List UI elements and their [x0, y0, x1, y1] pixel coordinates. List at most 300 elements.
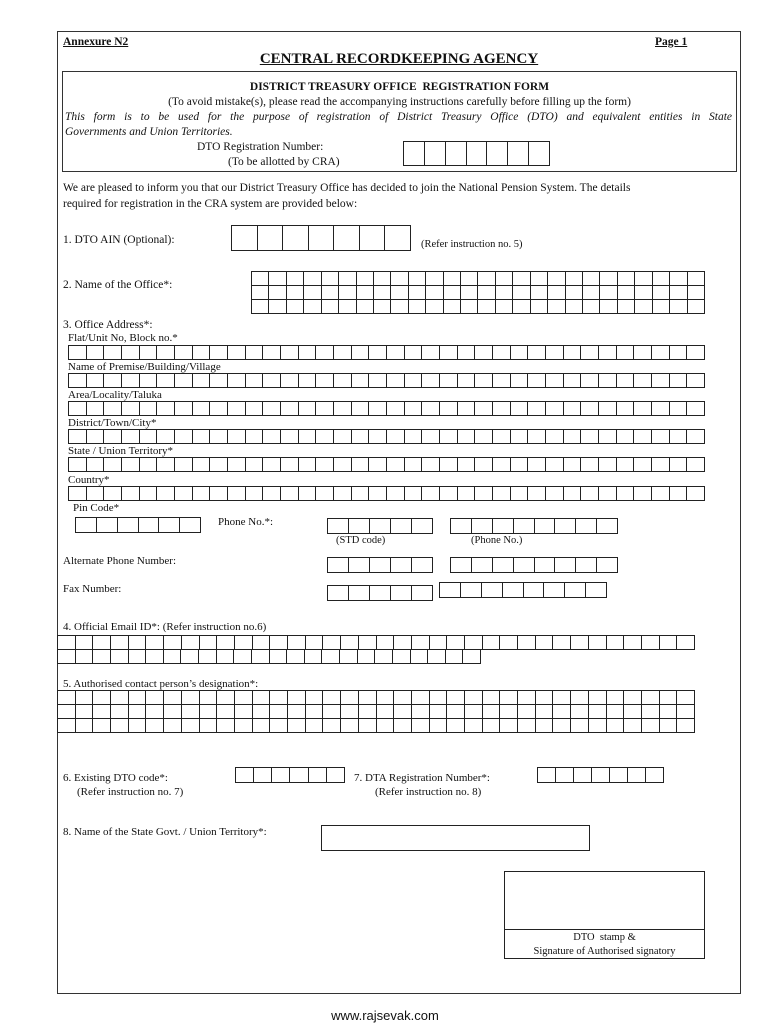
char-box[interactable] — [660, 691, 678, 705]
char-box[interactable] — [617, 374, 635, 388]
char-box[interactable] — [451, 558, 472, 573]
pin-code-boxes[interactable] — [75, 517, 201, 533]
char-box[interactable] — [589, 636, 607, 650]
char-box[interactable] — [634, 487, 652, 501]
char-box[interactable] — [87, 374, 105, 388]
char-box[interactable] — [146, 705, 164, 719]
char-box[interactable] — [217, 719, 235, 733]
char-box[interactable] — [97, 518, 118, 533]
char-box[interactable] — [281, 487, 299, 501]
char-box[interactable] — [412, 519, 433, 534]
char-box[interactable] — [352, 374, 370, 388]
char-box[interactable] — [369, 430, 387, 444]
char-box[interactable] — [236, 768, 254, 783]
char-box[interactable] — [461, 286, 478, 300]
char-box[interactable] — [483, 636, 501, 650]
char-box[interactable] — [536, 691, 554, 705]
char-box[interactable] — [341, 636, 359, 650]
char-box[interactable] — [387, 430, 405, 444]
char-box[interactable] — [475, 458, 493, 472]
char-box[interactable] — [652, 487, 670, 501]
char-box[interactable] — [634, 346, 652, 360]
char-box[interactable] — [624, 705, 642, 719]
char-box[interactable] — [475, 487, 493, 501]
char-box[interactable] — [478, 300, 495, 314]
char-box[interactable] — [391, 272, 408, 286]
char-box[interactable] — [339, 300, 356, 314]
char-box[interactable] — [447, 691, 465, 705]
char-box[interactable] — [387, 402, 405, 416]
char-box[interactable] — [444, 272, 461, 286]
char-box[interactable] — [599, 458, 617, 472]
char-box[interactable] — [446, 142, 467, 166]
char-box[interactable] — [210, 374, 228, 388]
char-box[interactable] — [387, 374, 405, 388]
char-box[interactable] — [514, 519, 535, 534]
dto-ain-boxes[interactable] — [231, 225, 411, 251]
char-box[interactable] — [391, 519, 412, 534]
fax-std-code-boxes[interactable] — [327, 585, 433, 601]
char-box[interactable] — [93, 705, 111, 719]
char-box[interactable] — [634, 458, 652, 472]
char-box[interactable] — [322, 650, 340, 664]
char-box[interactable] — [93, 650, 111, 664]
char-box[interactable] — [440, 583, 461, 598]
char-box[interactable] — [129, 691, 147, 705]
char-box[interactable] — [653, 300, 670, 314]
char-box[interactable] — [253, 719, 271, 733]
char-box[interactable] — [475, 430, 493, 444]
char-box[interactable] — [508, 142, 529, 166]
char-box[interactable] — [76, 705, 94, 719]
char-box[interactable] — [122, 487, 140, 501]
char-box[interactable] — [514, 558, 535, 573]
char-box[interactable] — [175, 402, 193, 416]
char-box[interactable] — [458, 346, 476, 360]
char-box[interactable] — [592, 768, 610, 783]
flat-boxes[interactable] — [68, 345, 705, 360]
char-box[interactable] — [581, 402, 599, 416]
char-box[interactable] — [334, 430, 352, 444]
char-box[interactable] — [617, 430, 635, 444]
char-box[interactable] — [369, 346, 387, 360]
char-box[interactable] — [164, 691, 182, 705]
char-box[interactable] — [475, 402, 493, 416]
char-box[interactable] — [405, 346, 423, 360]
char-box[interactable] — [182, 705, 200, 719]
char-box[interactable] — [93, 691, 111, 705]
char-box[interactable] — [412, 636, 430, 650]
char-box[interactable] — [391, 300, 408, 314]
char-box[interactable] — [576, 519, 597, 534]
char-box[interactable] — [610, 768, 628, 783]
char-box[interactable] — [146, 691, 164, 705]
char-box[interactable] — [217, 650, 235, 664]
char-box[interactable] — [581, 458, 599, 472]
char-box[interactable] — [574, 768, 592, 783]
char-box[interactable] — [511, 487, 529, 501]
char-box[interactable] — [546, 458, 564, 472]
char-box[interactable] — [426, 286, 443, 300]
char-box[interactable] — [228, 487, 246, 501]
char-box[interactable] — [472, 519, 493, 534]
char-box[interactable] — [252, 272, 269, 286]
char-box[interactable] — [164, 719, 182, 733]
char-box[interactable] — [444, 300, 461, 314]
char-box[interactable] — [157, 346, 175, 360]
char-box[interactable] — [370, 558, 391, 573]
char-box[interactable] — [458, 430, 476, 444]
char-box[interactable] — [306, 719, 324, 733]
char-box[interactable] — [493, 487, 511, 501]
char-box[interactable] — [146, 636, 164, 650]
char-box[interactable] — [581, 487, 599, 501]
char-box[interactable] — [467, 142, 488, 166]
char-box[interactable] — [270, 650, 288, 664]
char-box[interactable] — [634, 430, 652, 444]
char-box[interactable] — [617, 402, 635, 416]
char-box[interactable] — [352, 430, 370, 444]
char-box[interactable] — [129, 650, 147, 664]
char-box[interactable] — [129, 719, 147, 733]
char-box[interactable] — [430, 705, 448, 719]
char-box[interactable] — [536, 719, 554, 733]
char-box[interactable] — [446, 650, 464, 664]
char-box[interactable] — [210, 487, 228, 501]
char-box[interactable] — [440, 346, 458, 360]
char-box[interactable] — [322, 286, 339, 300]
char-box[interactable] — [232, 226, 258, 251]
char-box[interactable] — [524, 583, 545, 598]
char-box[interactable] — [628, 768, 646, 783]
char-box[interactable] — [269, 272, 286, 286]
char-box[interactable] — [618, 300, 635, 314]
char-box[interactable] — [564, 402, 582, 416]
char-box[interactable] — [175, 487, 193, 501]
char-box[interactable] — [599, 487, 617, 501]
char-box[interactable] — [528, 487, 546, 501]
char-box[interactable] — [405, 430, 423, 444]
char-box[interactable] — [422, 487, 440, 501]
char-box[interactable] — [288, 719, 306, 733]
char-box[interactable] — [104, 487, 122, 501]
char-box[interactable] — [461, 272, 478, 286]
char-box[interactable] — [58, 719, 76, 733]
char-box[interactable] — [182, 691, 200, 705]
char-box[interactable] — [566, 286, 583, 300]
char-box[interactable] — [93, 719, 111, 733]
char-box[interactable] — [87, 487, 105, 501]
char-box[interactable] — [500, 705, 518, 719]
char-box[interactable] — [210, 346, 228, 360]
char-box[interactable] — [299, 430, 317, 444]
char-box[interactable] — [422, 374, 440, 388]
char-box[interactable] — [323, 691, 341, 705]
char-box[interactable] — [511, 374, 529, 388]
char-box[interactable] — [528, 374, 546, 388]
char-box[interactable] — [304, 286, 321, 300]
char-box[interactable] — [374, 272, 391, 286]
char-box[interactable] — [496, 300, 513, 314]
char-box[interactable] — [405, 458, 423, 472]
char-box[interactable] — [270, 719, 288, 733]
char-box[interactable] — [228, 374, 246, 388]
char-box[interactable] — [652, 458, 670, 472]
char-box[interactable] — [465, 719, 483, 733]
char-box[interactable] — [181, 650, 199, 664]
char-box[interactable] — [387, 458, 405, 472]
char-box[interactable] — [599, 346, 617, 360]
char-box[interactable] — [287, 286, 304, 300]
char-box[interactable] — [465, 691, 483, 705]
char-box[interactable] — [299, 346, 317, 360]
char-box[interactable] — [461, 300, 478, 314]
char-box[interactable] — [571, 705, 589, 719]
registration-number-boxes[interactable] — [403, 141, 550, 166]
char-box[interactable] — [140, 458, 158, 472]
char-box[interactable] — [164, 650, 182, 664]
char-box[interactable] — [87, 458, 105, 472]
char-box[interactable] — [653, 286, 670, 300]
country-boxes[interactable] — [68, 486, 705, 501]
char-box[interactable] — [87, 402, 105, 416]
char-box[interactable] — [146, 719, 164, 733]
char-box[interactable] — [687, 374, 705, 388]
char-box[interactable] — [412, 719, 430, 733]
char-box[interactable] — [461, 583, 482, 598]
char-box[interactable] — [422, 402, 440, 416]
char-box[interactable] — [493, 430, 511, 444]
char-box[interactable] — [518, 636, 536, 650]
char-box[interactable] — [465, 705, 483, 719]
char-box[interactable] — [688, 300, 705, 314]
char-box[interactable] — [306, 636, 324, 650]
char-box[interactable] — [483, 691, 501, 705]
char-box[interactable] — [281, 402, 299, 416]
char-box[interactable] — [385, 226, 411, 251]
char-box[interactable] — [536, 705, 554, 719]
char-box[interactable] — [309, 226, 335, 251]
char-box[interactable] — [129, 636, 147, 650]
char-box[interactable] — [528, 402, 546, 416]
char-box[interactable] — [546, 346, 564, 360]
char-box[interactable] — [281, 430, 299, 444]
char-box[interactable] — [58, 636, 76, 650]
char-box[interactable] — [387, 346, 405, 360]
char-box[interactable] — [246, 346, 264, 360]
char-box[interactable] — [624, 719, 642, 733]
char-box[interactable] — [175, 374, 193, 388]
char-box[interactable] — [581, 374, 599, 388]
char-box[interactable] — [513, 300, 530, 314]
char-box[interactable] — [246, 487, 264, 501]
char-box[interactable] — [340, 650, 358, 664]
char-box[interactable] — [349, 558, 370, 573]
char-box[interactable] — [670, 272, 687, 286]
char-box[interactable] — [341, 691, 359, 705]
char-box[interactable] — [377, 636, 395, 650]
char-box[interactable] — [538, 768, 556, 783]
char-box[interactable] — [581, 346, 599, 360]
char-box[interactable] — [369, 374, 387, 388]
char-box[interactable] — [642, 636, 660, 650]
char-box[interactable] — [394, 691, 412, 705]
char-box[interactable] — [58, 650, 76, 664]
char-box[interactable] — [546, 402, 564, 416]
char-box[interactable] — [511, 430, 529, 444]
char-box[interactable] — [391, 586, 412, 601]
char-box[interactable] — [270, 691, 288, 705]
char-box[interactable] — [677, 691, 695, 705]
char-box[interactable] — [409, 286, 426, 300]
char-box[interactable] — [377, 719, 395, 733]
char-box[interactable] — [652, 402, 670, 416]
char-box[interactable] — [553, 719, 571, 733]
char-box[interactable] — [458, 374, 476, 388]
char-box[interactable] — [597, 519, 618, 534]
char-box[interactable] — [553, 636, 571, 650]
char-box[interactable] — [118, 518, 139, 533]
char-box[interactable] — [535, 519, 556, 534]
char-box[interactable] — [228, 346, 246, 360]
char-box[interactable] — [404, 142, 425, 166]
char-box[interactable] — [122, 374, 140, 388]
char-box[interactable] — [263, 374, 281, 388]
char-box[interactable] — [334, 374, 352, 388]
char-box[interactable] — [182, 636, 200, 650]
char-box[interactable] — [175, 346, 193, 360]
char-box[interactable] — [394, 719, 412, 733]
char-box[interactable] — [687, 430, 705, 444]
char-box[interactable] — [182, 719, 200, 733]
char-box[interactable] — [322, 272, 339, 286]
char-box[interactable] — [254, 768, 272, 783]
char-box[interactable] — [270, 636, 288, 650]
char-box[interactable] — [193, 487, 211, 501]
char-box[interactable] — [357, 272, 374, 286]
char-box[interactable] — [528, 458, 546, 472]
char-box[interactable] — [589, 719, 607, 733]
char-box[interactable] — [246, 374, 264, 388]
char-box[interactable] — [359, 705, 377, 719]
fax-number-boxes[interactable] — [439, 582, 607, 598]
char-box[interactable] — [571, 719, 589, 733]
char-box[interactable] — [193, 458, 211, 472]
char-box[interactable] — [146, 650, 164, 664]
char-box[interactable] — [305, 650, 323, 664]
char-box[interactable] — [157, 487, 175, 501]
char-box[interactable] — [258, 226, 284, 251]
char-box[interactable] — [670, 374, 688, 388]
char-box[interactable] — [104, 346, 122, 360]
char-box[interactable] — [599, 374, 617, 388]
char-box[interactable] — [617, 458, 635, 472]
char-box[interactable] — [253, 705, 271, 719]
char-box[interactable] — [228, 402, 246, 416]
char-box[interactable] — [210, 458, 228, 472]
char-box[interactable] — [564, 458, 582, 472]
char-box[interactable] — [359, 691, 377, 705]
phone-std-code-boxes[interactable] — [327, 518, 433, 534]
char-box[interactable] — [76, 636, 94, 650]
char-box[interactable] — [369, 458, 387, 472]
char-box[interactable] — [210, 430, 228, 444]
char-box[interactable] — [677, 636, 695, 650]
char-box[interactable] — [341, 705, 359, 719]
char-box[interactable] — [687, 487, 705, 501]
char-box[interactable] — [425, 142, 446, 166]
char-box[interactable] — [235, 691, 253, 705]
char-box[interactable] — [566, 272, 583, 286]
char-box[interactable] — [252, 300, 269, 314]
char-box[interactable] — [316, 402, 334, 416]
char-box[interactable] — [200, 719, 218, 733]
char-box[interactable] — [200, 705, 218, 719]
char-box[interactable] — [111, 705, 129, 719]
char-box[interactable] — [391, 558, 412, 573]
email-boxes-row-1[interactable] — [57, 635, 695, 650]
char-box[interactable] — [129, 705, 147, 719]
char-box[interactable] — [253, 691, 271, 705]
char-box[interactable] — [546, 430, 564, 444]
char-box[interactable] — [635, 272, 652, 286]
char-box[interactable] — [412, 586, 433, 601]
char-box[interactable] — [564, 346, 582, 360]
char-box[interactable] — [483, 705, 501, 719]
char-box[interactable] — [472, 558, 493, 573]
char-box[interactable] — [440, 487, 458, 501]
premise-boxes[interactable] — [68, 373, 705, 388]
char-box[interactable] — [370, 586, 391, 601]
char-box[interactable] — [58, 691, 76, 705]
char-box[interactable] — [535, 558, 556, 573]
char-box[interactable] — [544, 583, 565, 598]
char-box[interactable] — [281, 374, 299, 388]
char-box[interactable] — [122, 430, 140, 444]
char-box[interactable] — [299, 402, 317, 416]
char-box[interactable] — [69, 458, 87, 472]
char-box[interactable] — [642, 705, 660, 719]
char-box[interactable] — [316, 458, 334, 472]
char-box[interactable] — [511, 402, 529, 416]
char-box[interactable] — [583, 272, 600, 286]
char-box[interactable] — [660, 719, 678, 733]
char-box[interactable] — [283, 226, 309, 251]
char-box[interactable] — [334, 402, 352, 416]
char-box[interactable] — [617, 487, 635, 501]
char-box[interactable] — [607, 636, 625, 650]
char-box[interactable] — [387, 487, 405, 501]
char-box[interactable] — [358, 650, 376, 664]
char-box[interactable] — [607, 719, 625, 733]
char-box[interactable] — [687, 402, 705, 416]
char-box[interactable] — [553, 691, 571, 705]
char-box[interactable] — [316, 430, 334, 444]
char-box[interactable] — [518, 705, 536, 719]
char-box[interactable] — [493, 519, 514, 534]
char-box[interactable] — [536, 636, 554, 650]
char-box[interactable] — [290, 768, 308, 783]
char-box[interactable] — [500, 691, 518, 705]
char-box[interactable] — [564, 430, 582, 444]
char-box[interactable] — [581, 430, 599, 444]
char-box[interactable] — [140, 402, 158, 416]
char-box[interactable] — [422, 346, 440, 360]
alternate-phone-number-boxes[interactable] — [450, 557, 618, 573]
char-box[interactable] — [482, 583, 503, 598]
char-box[interactable] — [374, 286, 391, 300]
char-box[interactable] — [405, 374, 423, 388]
